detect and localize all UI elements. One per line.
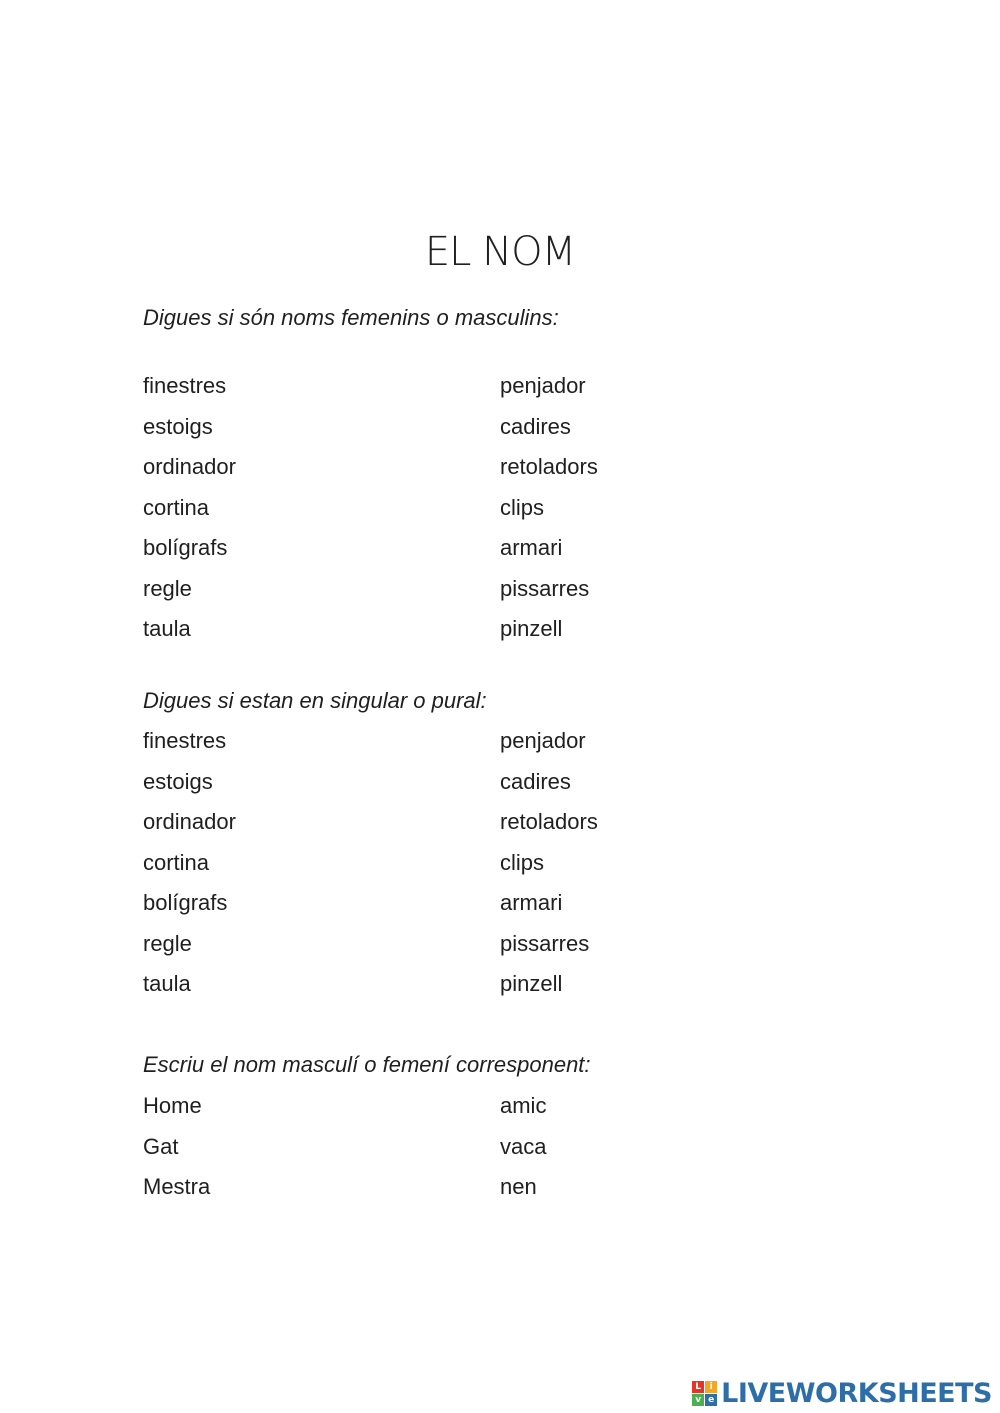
- instruction-gender: Digues si són noms femenins o masculins:: [143, 305, 559, 330]
- word-item: bolígrafs: [143, 890, 228, 915]
- word-item: nen: [500, 1174, 537, 1199]
- word-item: estoigs: [143, 769, 213, 794]
- logo-mark-tile: v: [692, 1394, 704, 1406]
- word-item: penjador: [500, 373, 586, 398]
- word-item: bolígrafs: [143, 535, 228, 560]
- word-item: penjador: [500, 728, 586, 753]
- word-item: retoladors: [500, 809, 598, 834]
- instruction-counterpart: Escriu el nom masculí o femení corresponent:: [143, 1052, 591, 1077]
- word-item: pissarres: [500, 931, 590, 956]
- word-item: cortina: [143, 495, 210, 520]
- logo-mark-tile: L: [692, 1381, 704, 1393]
- word-item: armari: [500, 890, 563, 915]
- word-item: taula: [143, 971, 191, 996]
- word-item: armari: [500, 535, 563, 560]
- word-item: retoladors: [500, 454, 598, 479]
- word-item: clips: [500, 495, 545, 520]
- logo-mark-icon: [692, 1381, 717, 1406]
- word-item: clips: [500, 850, 545, 875]
- word-item: Home: [143, 1093, 202, 1118]
- page-title: EL NOM: [424, 229, 576, 275]
- logo-mark-tile: e: [705, 1394, 717, 1406]
- word-item: finestres: [143, 373, 227, 398]
- word-item: cadires: [500, 769, 571, 794]
- logo-mark-tile: i: [705, 1381, 717, 1393]
- word-item: pissarres: [500, 576, 590, 601]
- word-item: ordinador: [143, 809, 236, 834]
- word-item: estoigs: [143, 414, 213, 439]
- word-item: Mestra: [143, 1174, 211, 1199]
- word-item: ordinador: [143, 454, 236, 479]
- word-item: pinzell: [500, 971, 563, 996]
- word-item: vaca: [500, 1134, 547, 1159]
- word-item: taula: [143, 616, 191, 641]
- instruction-number: Digues si estan en singular o pural:: [143, 688, 487, 713]
- word-item: Gat: [143, 1134, 179, 1159]
- logo-text: LIVEWORKSHEETS: [721, 1377, 992, 1409]
- word-item: cortina: [143, 850, 210, 875]
- word-item: regle: [143, 931, 192, 956]
- word-item: amic: [500, 1093, 547, 1118]
- word-item: cadires: [500, 414, 571, 439]
- word-item: finestres: [143, 728, 227, 753]
- word-item: pinzell: [500, 616, 563, 641]
- word-item: regle: [143, 576, 192, 601]
- liveworksheets-logo: [692, 1379, 992, 1407]
